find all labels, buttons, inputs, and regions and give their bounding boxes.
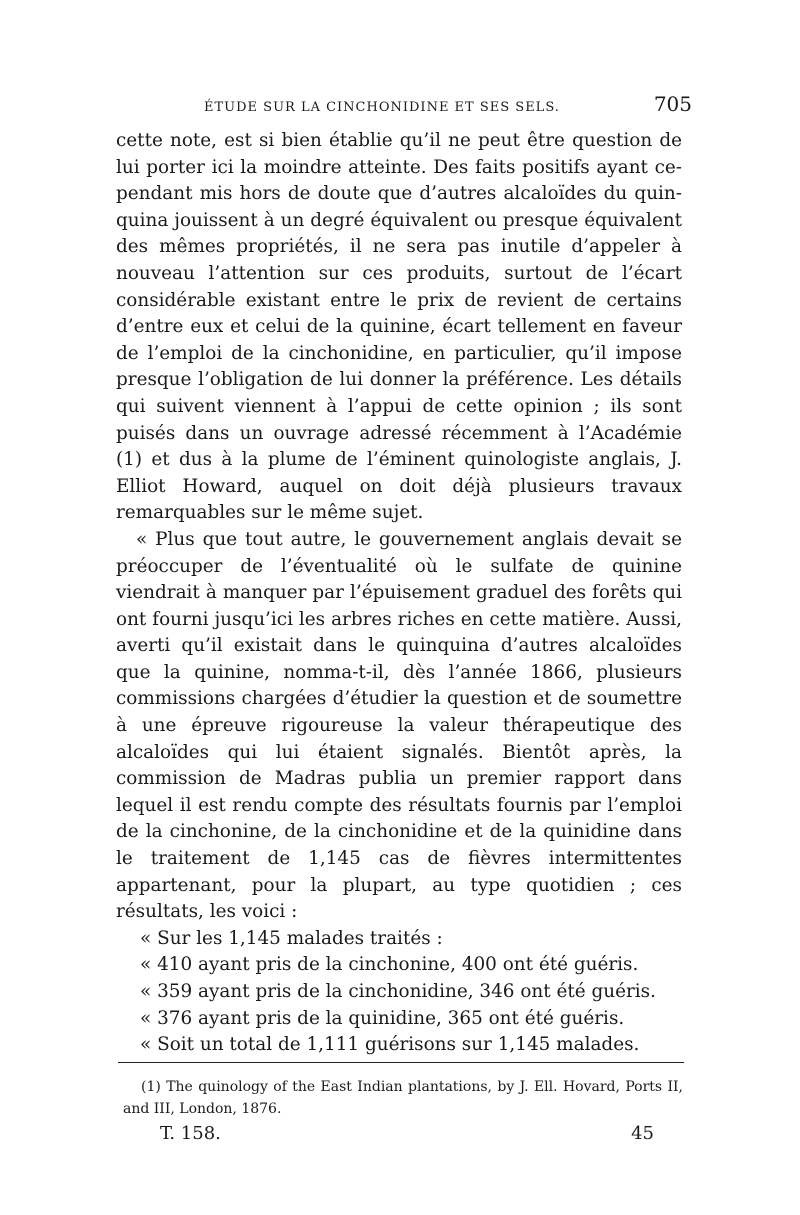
running-head: ÉTUDE SUR LA CINCHONIDINE ET SES SELS. <box>204 100 560 115</box>
signature-mark: T. 158. <box>160 1123 221 1144</box>
body-text <box>116 128 682 1059</box>
footnote: (1) The quinology of the East Indian plantations, by J. Ell. Hovard, Ports II, and III, London, 1876. <box>123 1079 683 1117</box>
paragraph: « Plus que tout autre, le gouvernement anglais devait se préoccuper de l’éventualité où le sulfate de quinine viendrait à manquer par l’épuisement graduel des forêts qui ont fourni jusqu’ici les arbres riches en cette matière. Aussi, averti qu’il existait dans le quinquina d’autres alcaloïdes que la quinine, nomma-t-il, dès l’année 1866, plusieurs commissions chargées d’étudier la question et de soumettre à une épreuve rigoureuse la valeur thérapeutique des alcaloïdes qui lui étaient signalés. Bientôt après, la commission de Madras publia un premier rapport dans lequel il est rendu compte des résultats fournis par l’emploi de la cinchonine, de la cinchonidine et de la quinidine dans le traitement de 1,145 cas de fièvres intermittentes appartenant, pour la plupart, au type quotidien ; ces résultats, les voici : <box>116 528 682 923</box>
quote-line: « 376 ayant pris de la quinidine, 365 ont été guéris. <box>140 1007 625 1029</box>
quote-line: « 410 ayant pris de la cinchonine, 400 ont été guéris. <box>140 954 639 976</box>
page-number: 705 <box>653 92 692 116</box>
quote-line: « Sur les 1,145 malades traités : <box>140 927 443 949</box>
page-header <box>118 92 692 122</box>
page-footer <box>160 1123 654 1153</box>
quote-line: « 359 ayant pris de la cinchonidine, 346 ont été guéris. <box>140 981 656 1002</box>
footnote-rule <box>118 1062 684 1063</box>
sheet-number: 45 <box>631 1123 654 1144</box>
quote-line: « Soit un total de 1,111 guérisons sur 1,145 malades. <box>140 1034 640 1056</box>
paragraph: cette note, est si bien établie qu’il ne peut être question de lui porter ici la moindre atteinte. Des faits positifs ayant cependant mis hors de doute que d’autres alcaloïdes du quinquina jouissent à un degré équivalent ou presque équivalent des mêmes propriétés, il ne sera pas inutile d’appeler à nouveau l’attention sur ces produits, surtout de l’écart considérable existant entre le prix de revient de certains d’entre eux et celui de la quinine, écart tellement en faveur de l’emploi de la cinchonidine, en particulier, qu’il impose presque l’obligation de lui donner la préférence. Les détails qui suivent viennent à l’appui de cette opinion ; ils sont puisés dans un ouvrage adressé récemment à l’Académie (1) et dus à la plume de l’éminent quinologiste anglais, J. Elliot Howard, auquel on doit déjà plusieurs travaux remarquables sur le même sujet. <box>116 130 682 524</box>
